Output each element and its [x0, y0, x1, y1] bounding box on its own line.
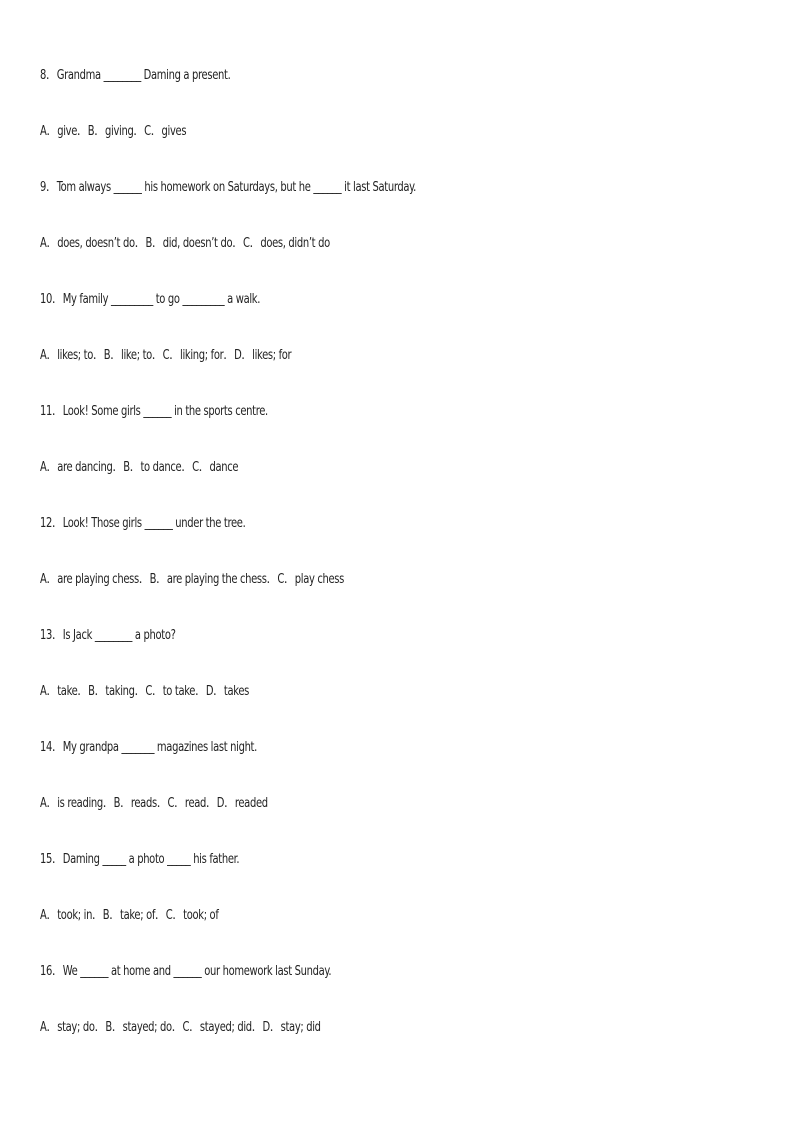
question-12-stem: 12．Look! Those girls ______ under the tree.	[40, 515, 246, 531]
question-15-options: A．took; in．B．take; of．C．took; of	[40, 907, 219, 923]
question-9-options: A．does, doesn’t do．B．did, doesn’t do．C．does, didn’t do	[40, 235, 330, 251]
question-9-stem: 9．Tom always ______ his homework on Saturdays, but he ______ it last Saturday.	[40, 179, 416, 195]
question-8-stem: 8．Grandma ________ Daming a present.	[40, 67, 231, 83]
question-8-options: A．give．B．giving．C．gives	[40, 123, 187, 139]
question-11-stem: 11．Look! Some girls ______ in the sports centre.	[40, 403, 268, 419]
question-10-stem: 10．My family _________ to go _________ a walk.	[40, 291, 261, 307]
question-14-options: A．is reading．B．reads．C．read．D．readed	[40, 795, 268, 811]
question-13-stem: 13．Is Jack ________ a photo?	[40, 627, 176, 643]
question-16-stem: 16．We ______ at home and ______ our homework last Sunday.	[40, 963, 332, 979]
question-12-options: A．are playing chess．B．are playing the chess．C．play chess	[40, 571, 345, 587]
question-16-options: A．stay; do．B．stayed; do．C．stayed; did．D．stay; did	[40, 1019, 321, 1035]
question-13-options: A．take．B．taking．C．to take．D．takes	[40, 683, 249, 699]
question-14-stem: 14．My grandpa _______ magazines last night.	[40, 739, 257, 755]
question-11-options: A．are dancing．B．to dance．C．dance	[40, 459, 239, 475]
question-15-stem: 15．Daming _____ a photo _____ his father.	[40, 851, 240, 867]
question-10-options: A．likes; to．B．like; to．C．liking; for．D．likes; for	[40, 347, 292, 363]
